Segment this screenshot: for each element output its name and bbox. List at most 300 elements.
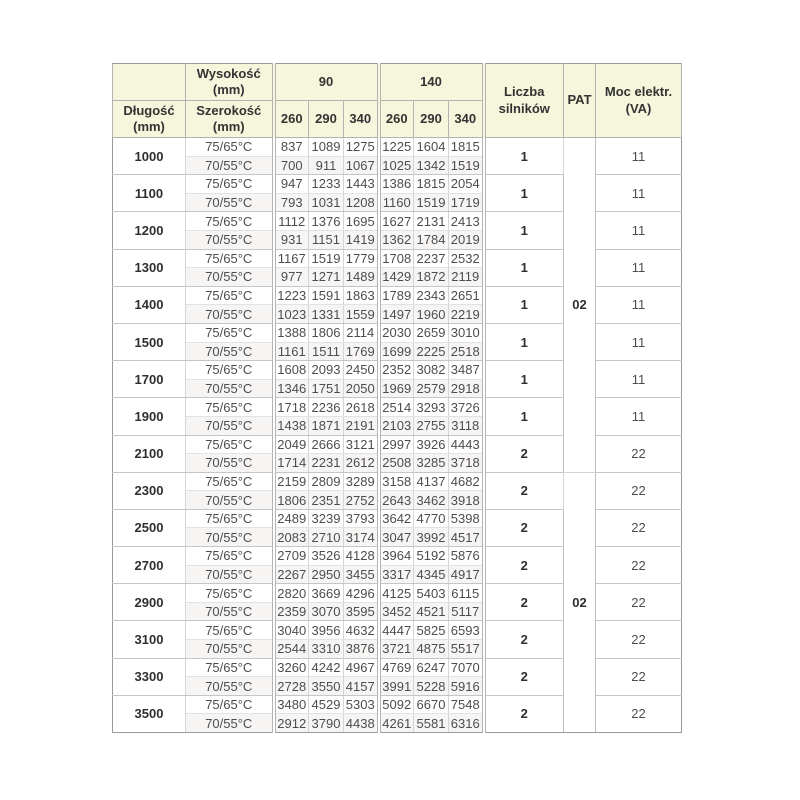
power-cell: 22 <box>596 472 682 509</box>
value-cell: 2489 <box>274 509 309 528</box>
value-cell: 3158 <box>379 472 414 491</box>
value-cell: 2710 <box>309 528 344 547</box>
pat-cell: 02 <box>564 138 596 473</box>
value-cell: 3040 <box>274 621 309 640</box>
value-cell: 1386 <box>379 175 414 194</box>
temp-cell: 75/65°C <box>186 286 274 305</box>
value-cell: 3550 <box>309 677 344 696</box>
length-cell: 1500 <box>113 323 186 360</box>
value-cell: 1872 <box>414 268 449 287</box>
temp-cell: 75/65°C <box>186 658 274 677</box>
value-cell: 1331 <box>309 305 344 324</box>
value-cell: 2912 <box>274 714 309 733</box>
value-cell: 2030 <box>379 323 414 342</box>
temp-cell: 75/65°C <box>186 695 274 714</box>
value-cell: 3487 <box>449 361 484 380</box>
value-cell: 5916 <box>449 677 484 696</box>
value-cell: 947 <box>274 175 309 194</box>
value-cell: 2103 <box>379 416 414 435</box>
value-cell: 2643 <box>379 491 414 510</box>
power-cell: 22 <box>596 547 682 584</box>
temp-cell: 75/65°C <box>186 509 274 528</box>
value-cell: 911 <box>309 156 344 175</box>
power-cell: 22 <box>596 584 682 621</box>
value-cell: 2191 <box>344 416 379 435</box>
value-cell: 2359 <box>274 602 309 621</box>
value-cell: 2050 <box>344 379 379 398</box>
group-row-top <box>113 398 682 417</box>
table-header <box>113 64 682 138</box>
group-row-top <box>113 695 682 714</box>
value-cell: 1627 <box>379 212 414 231</box>
header-height-140: 140 <box>379 64 484 101</box>
temp-cell: 70/55°C <box>186 379 274 398</box>
value-cell: 2612 <box>344 454 379 473</box>
temp-cell: 75/65°C <box>186 472 274 491</box>
value-cell: 1960 <box>414 305 449 324</box>
value-cell: 3956 <box>309 621 344 640</box>
value-cell: 2659 <box>414 323 449 342</box>
temp-cell: 70/55°C <box>186 416 274 435</box>
header-width-90-260: 260 <box>274 101 309 138</box>
value-cell: 5117 <box>449 602 484 621</box>
temp-cell: 70/55°C <box>186 454 274 473</box>
value-cell: 1789 <box>379 286 414 305</box>
value-cell: 4125 <box>379 584 414 603</box>
value-cell: 6670 <box>414 695 449 714</box>
temp-cell: 70/55°C <box>186 602 274 621</box>
header-dlugosc: Długość (mm) <box>113 101 186 138</box>
power-cell: 11 <box>596 175 682 212</box>
value-cell: 7548 <box>449 695 484 714</box>
value-cell: 5192 <box>414 547 449 566</box>
group-row-top <box>113 658 682 677</box>
value-cell: 4517 <box>449 528 484 547</box>
value-cell: 1489 <box>344 268 379 287</box>
value-cell: 1429 <box>379 268 414 287</box>
value-cell: 5092 <box>379 695 414 714</box>
value-cell: 2709 <box>274 547 309 566</box>
value-cell: 5876 <box>449 547 484 566</box>
temp-cell: 75/65°C <box>186 435 274 454</box>
radiator-spec-table <box>112 63 682 733</box>
table-body <box>113 138 682 733</box>
temp-cell: 75/65°C <box>186 249 274 268</box>
value-cell: 1160 <box>379 193 414 212</box>
value-cell: 3790 <box>309 714 344 733</box>
value-cell: 3926 <box>414 435 449 454</box>
value-cell: 3669 <box>309 584 344 603</box>
value-cell: 1695 <box>344 212 379 231</box>
value-cell: 1519 <box>449 156 484 175</box>
value-cell: 4438 <box>344 714 379 733</box>
value-cell: 1699 <box>379 342 414 361</box>
value-cell: 1969 <box>379 379 414 398</box>
value-cell: 3289 <box>344 472 379 491</box>
temp-cell: 70/55°C <box>186 640 274 659</box>
motors-cell: 2 <box>484 584 564 621</box>
value-cell: 3121 <box>344 435 379 454</box>
header-width-140-340: 340 <box>449 101 484 138</box>
value-cell: 3526 <box>309 547 344 566</box>
value-cell: 1604 <box>414 138 449 157</box>
header-width-90-340: 340 <box>344 101 379 138</box>
value-cell: 2119 <box>449 268 484 287</box>
value-cell: 2518 <box>449 342 484 361</box>
value-cell: 2083 <box>274 528 309 547</box>
value-cell: 2351 <box>309 491 344 510</box>
motors-cell: 2 <box>484 435 564 472</box>
temp-cell: 70/55°C <box>186 528 274 547</box>
value-cell: 1025 <box>379 156 414 175</box>
value-cell: 6316 <box>449 714 484 733</box>
spec-table-container <box>112 63 682 733</box>
value-cell: 1714 <box>274 454 309 473</box>
value-cell: 1591 <box>309 286 344 305</box>
motors-cell: 2 <box>484 472 564 509</box>
value-cell: 2054 <box>449 175 484 194</box>
length-cell: 2500 <box>113 509 186 546</box>
motors-cell: 1 <box>484 398 564 435</box>
value-cell: 1719 <box>449 193 484 212</box>
value-cell: 4296 <box>344 584 379 603</box>
motors-cell: 2 <box>484 658 564 695</box>
value-cell: 2618 <box>344 398 379 417</box>
value-cell: 3991 <box>379 677 414 696</box>
group-row-top <box>113 175 682 194</box>
value-cell: 3293 <box>414 398 449 417</box>
value-cell: 1863 <box>344 286 379 305</box>
temp-cell: 75/65°C <box>186 138 274 157</box>
power-cell: 11 <box>596 286 682 323</box>
header-row-1 <box>113 64 682 101</box>
value-cell: 2236 <box>309 398 344 417</box>
value-cell: 1419 <box>344 230 379 249</box>
value-cell: 3642 <box>379 509 414 528</box>
value-cell: 3876 <box>344 640 379 659</box>
value-cell: 1112 <box>274 212 309 231</box>
header-moc-elektr: Moc elektr. (VA) <box>596 64 682 138</box>
value-cell: 2728 <box>274 677 309 696</box>
value-cell: 1871 <box>309 416 344 435</box>
value-cell: 5398 <box>449 509 484 528</box>
value-cell: 4443 <box>449 435 484 454</box>
value-cell: 2997 <box>379 435 414 454</box>
value-cell: 2579 <box>414 379 449 398</box>
value-cell: 2809 <box>309 472 344 491</box>
value-cell: 3721 <box>379 640 414 659</box>
value-cell: 1275 <box>344 138 379 157</box>
power-cell: 22 <box>596 509 682 546</box>
group-row-top <box>113 509 682 528</box>
temp-cell: 70/55°C <box>186 714 274 733</box>
motors-cell: 1 <box>484 175 564 212</box>
temp-cell: 70/55°C <box>186 491 274 510</box>
value-cell: 6593 <box>449 621 484 640</box>
power-cell: 22 <box>596 621 682 658</box>
value-cell: 3455 <box>344 565 379 584</box>
corner-cell <box>113 64 186 101</box>
length-cell: 2900 <box>113 584 186 621</box>
group-row-top <box>113 435 682 454</box>
value-cell: 3174 <box>344 528 379 547</box>
value-cell: 3726 <box>449 398 484 417</box>
power-cell: 11 <box>596 138 682 175</box>
header-szerokosc: Szerokość (mm) <box>186 101 274 138</box>
header-wysokosc: Wysokość (mm) <box>186 64 274 101</box>
value-cell: 3082 <box>414 361 449 380</box>
value-cell: 3462 <box>414 491 449 510</box>
motors-cell: 2 <box>484 547 564 584</box>
power-cell: 22 <box>596 658 682 695</box>
value-cell: 3964 <box>379 547 414 566</box>
value-cell: 1161 <box>274 342 309 361</box>
motors-cell: 2 <box>484 695 564 732</box>
value-cell: 1342 <box>414 156 449 175</box>
value-cell: 2352 <box>379 361 414 380</box>
value-cell: 1779 <box>344 249 379 268</box>
value-cell: 1233 <box>309 175 344 194</box>
value-cell: 1815 <box>414 175 449 194</box>
length-cell: 1100 <box>113 175 186 212</box>
value-cell: 4632 <box>344 621 379 640</box>
length-cell: 3500 <box>113 695 186 732</box>
group-row-top <box>113 584 682 603</box>
value-cell: 1208 <box>344 193 379 212</box>
value-cell: 2019 <box>449 230 484 249</box>
length-cell: 2700 <box>113 547 186 584</box>
motors-cell: 1 <box>484 138 564 175</box>
value-cell: 1718 <box>274 398 309 417</box>
value-cell: 1388 <box>274 323 309 342</box>
temp-cell: 75/65°C <box>186 175 274 194</box>
motors-cell: 1 <box>484 249 564 286</box>
group-row-top <box>113 212 682 231</box>
value-cell: 1784 <box>414 230 449 249</box>
value-cell: 2225 <box>414 342 449 361</box>
value-cell: 5517 <box>449 640 484 659</box>
value-cell: 931 <box>274 230 309 249</box>
temp-cell: 70/55°C <box>186 156 274 175</box>
power-cell: 11 <box>596 361 682 398</box>
value-cell: 3317 <box>379 565 414 584</box>
value-cell: 3310 <box>309 640 344 659</box>
group-row-top <box>113 249 682 268</box>
pat-cell: 02 <box>564 472 596 732</box>
value-cell: 837 <box>274 138 309 157</box>
length-cell: 2300 <box>113 472 186 509</box>
temp-cell: 75/65°C <box>186 584 274 603</box>
value-cell: 3718 <box>449 454 484 473</box>
value-cell: 2159 <box>274 472 309 491</box>
value-cell: 977 <box>274 268 309 287</box>
header-liczba-silnikow: Liczba silników <box>484 64 564 138</box>
temp-cell: 75/65°C <box>186 398 274 417</box>
value-cell: 1511 <box>309 342 344 361</box>
value-cell: 4157 <box>344 677 379 696</box>
value-cell: 4447 <box>379 621 414 640</box>
temp-cell: 70/55°C <box>186 565 274 584</box>
value-cell: 2237 <box>414 249 449 268</box>
motors-cell: 1 <box>484 286 564 323</box>
power-cell: 22 <box>596 695 682 732</box>
temp-cell: 75/65°C <box>186 212 274 231</box>
value-cell: 3010 <box>449 323 484 342</box>
value-cell: 1608 <box>274 361 309 380</box>
value-cell: 5581 <box>414 714 449 733</box>
header-width-140-260: 260 <box>379 101 414 138</box>
value-cell: 1815 <box>449 138 484 157</box>
length-cell: 3100 <box>113 621 186 658</box>
temp-cell: 70/55°C <box>186 342 274 361</box>
value-cell: 793 <box>274 193 309 212</box>
value-cell: 2544 <box>274 640 309 659</box>
value-cell: 2267 <box>274 565 309 584</box>
power-cell: 11 <box>596 398 682 435</box>
group-row-top <box>113 547 682 566</box>
power-cell: 11 <box>596 323 682 360</box>
value-cell: 6247 <box>414 658 449 677</box>
value-cell: 2343 <box>414 286 449 305</box>
value-cell: 2219 <box>449 305 484 324</box>
length-cell: 1900 <box>113 398 186 435</box>
length-cell: 3300 <box>113 658 186 695</box>
value-cell: 1559 <box>344 305 379 324</box>
group-row-top <box>113 621 682 640</box>
value-cell: 3239 <box>309 509 344 528</box>
value-cell: 5403 <box>414 584 449 603</box>
value-cell: 4242 <box>309 658 344 677</box>
temp-cell: 75/65°C <box>186 323 274 342</box>
value-cell: 1769 <box>344 342 379 361</box>
value-cell: 2950 <box>309 565 344 584</box>
value-cell: 3992 <box>414 528 449 547</box>
value-cell: 2049 <box>274 435 309 454</box>
value-cell: 1346 <box>274 379 309 398</box>
value-cell: 2131 <box>414 212 449 231</box>
value-cell: 4967 <box>344 658 379 677</box>
value-cell: 6115 <box>449 584 484 603</box>
group-row-top <box>113 361 682 380</box>
value-cell: 4521 <box>414 602 449 621</box>
value-cell: 2231 <box>309 454 344 473</box>
value-cell: 3118 <box>449 416 484 435</box>
power-cell: 11 <box>596 212 682 249</box>
value-cell: 2755 <box>414 416 449 435</box>
value-cell: 3452 <box>379 602 414 621</box>
value-cell: 3260 <box>274 658 309 677</box>
value-cell: 2752 <box>344 491 379 510</box>
value-cell: 1708 <box>379 249 414 268</box>
header-width-90-290: 290 <box>309 101 344 138</box>
motors-cell: 1 <box>484 212 564 249</box>
temp-cell: 70/55°C <box>186 193 274 212</box>
power-cell: 11 <box>596 249 682 286</box>
motors-cell: 1 <box>484 323 564 360</box>
value-cell: 3595 <box>344 602 379 621</box>
value-cell: 1519 <box>309 249 344 268</box>
value-cell: 1031 <box>309 193 344 212</box>
value-cell: 2508 <box>379 454 414 473</box>
value-cell: 2450 <box>344 361 379 380</box>
value-cell: 4137 <box>414 472 449 491</box>
value-cell: 4529 <box>309 695 344 714</box>
power-cell: 22 <box>596 435 682 472</box>
value-cell: 2820 <box>274 584 309 603</box>
temp-cell: 75/65°C <box>186 547 274 566</box>
value-cell: 2114 <box>344 323 379 342</box>
temp-cell: 70/55°C <box>186 230 274 249</box>
value-cell: 7070 <box>449 658 484 677</box>
length-cell: 1400 <box>113 286 186 323</box>
group-row-top <box>113 286 682 305</box>
value-cell: 3047 <box>379 528 414 547</box>
value-cell: 5303 <box>344 695 379 714</box>
value-cell: 2413 <box>449 212 484 231</box>
header-height-90: 90 <box>274 64 379 101</box>
value-cell: 4917 <box>449 565 484 584</box>
length-cell: 1200 <box>113 212 186 249</box>
value-cell: 700 <box>274 156 309 175</box>
group-row-top <box>113 472 682 491</box>
value-cell: 1225 <box>379 138 414 157</box>
length-cell: 2100 <box>113 435 186 472</box>
header-pat: PAT <box>564 64 596 138</box>
length-cell: 1300 <box>113 249 186 286</box>
value-cell: 1223 <box>274 286 309 305</box>
value-cell: 1151 <box>309 230 344 249</box>
value-cell: 3285 <box>414 454 449 473</box>
value-cell: 3793 <box>344 509 379 528</box>
header-width-140-290: 290 <box>414 101 449 138</box>
value-cell: 5228 <box>414 677 449 696</box>
value-cell: 3480 <box>274 695 309 714</box>
value-cell: 1806 <box>309 323 344 342</box>
value-cell: 1497 <box>379 305 414 324</box>
temp-cell: 75/65°C <box>186 621 274 640</box>
group-row-top <box>113 323 682 342</box>
value-cell: 1023 <box>274 305 309 324</box>
value-cell: 2532 <box>449 249 484 268</box>
value-cell: 4261 <box>379 714 414 733</box>
value-cell: 2918 <box>449 379 484 398</box>
value-cell: 1067 <box>344 156 379 175</box>
value-cell: 2651 <box>449 286 484 305</box>
value-cell: 2093 <box>309 361 344 380</box>
value-cell: 1089 <box>309 138 344 157</box>
motors-cell: 2 <box>484 509 564 546</box>
value-cell: 3918 <box>449 491 484 510</box>
value-cell: 1167 <box>274 249 309 268</box>
value-cell: 4769 <box>379 658 414 677</box>
temp-cell: 70/55°C <box>186 677 274 696</box>
temp-cell: 75/65°C <box>186 361 274 380</box>
temp-cell: 70/55°C <box>186 268 274 287</box>
value-cell: 1443 <box>344 175 379 194</box>
value-cell: 3070 <box>309 602 344 621</box>
value-cell: 4128 <box>344 547 379 566</box>
value-cell: 1271 <box>309 268 344 287</box>
value-cell: 4682 <box>449 472 484 491</box>
value-cell: 4875 <box>414 640 449 659</box>
length-cell: 1000 <box>113 138 186 175</box>
value-cell: 4345 <box>414 565 449 584</box>
group-row-top <box>113 138 682 157</box>
value-cell: 1806 <box>274 491 309 510</box>
value-cell: 1362 <box>379 230 414 249</box>
temp-cell: 70/55°C <box>186 305 274 324</box>
length-cell: 1700 <box>113 361 186 398</box>
